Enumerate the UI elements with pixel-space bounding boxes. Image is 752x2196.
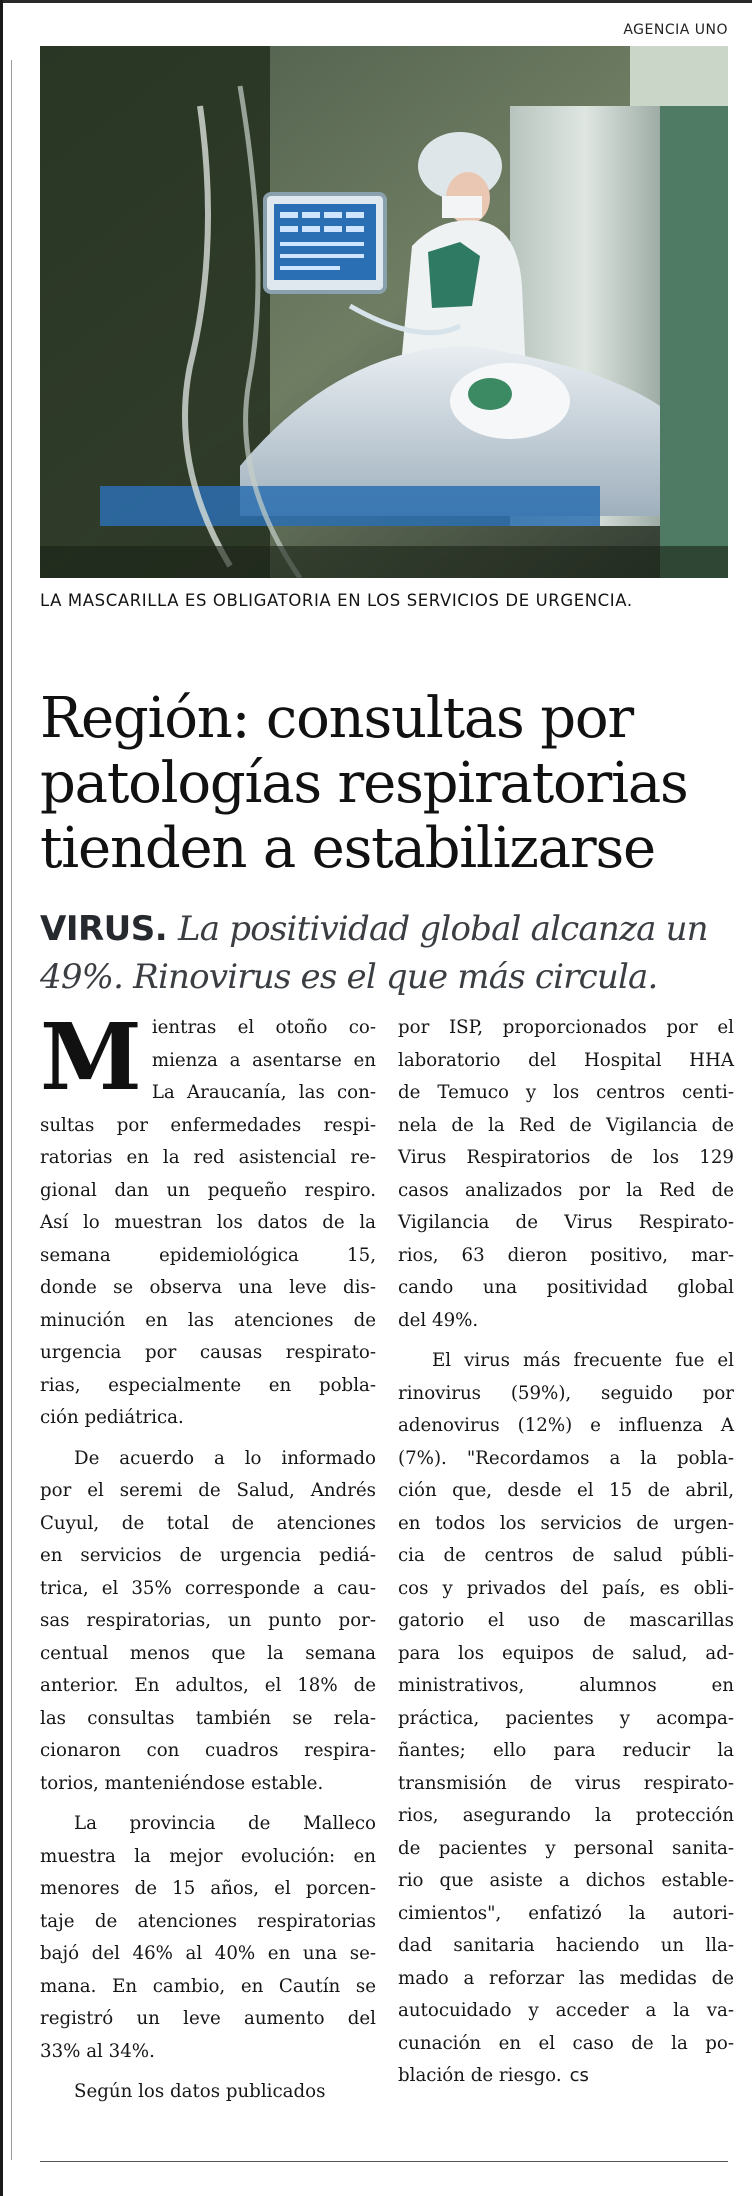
body-text-line: donde se observa una leve dis- [40, 1277, 376, 1298]
body-text-line [398, 1378, 734, 1411]
body-text-line [398, 1305, 734, 1338]
body-text-line [398, 1443, 734, 1476]
body-text-line: Así lo muestran los datos de la [40, 1212, 376, 1233]
deck-line: 49%. Rinovirus es el que más circula. [40, 957, 658, 997]
body-text-line: urgencia por causas respirato- [40, 1342, 376, 1363]
body-text-line: sas respiratorias, un punto por- [40, 1610, 376, 1631]
body-column-1 [40, 1003, 376, 2109]
body-text: por ISP, proporcionados por el [398, 1017, 734, 1038]
body-text: ción que, desde el 15 de abril, [398, 1480, 734, 1501]
body-text-line: Cuyul, de total de atenciones [40, 1512, 376, 1534]
body-text-line [398, 1768, 734, 1801]
body-text-line: minución en las atenciones de [40, 1309, 376, 1331]
body-text-line [398, 1272, 734, 1305]
body-text-line: torios, manteniéndose estable. [40, 1772, 324, 1794]
body-text: de Temuco y los centros centi- [398, 1082, 734, 1103]
body-text-line: sultas por enfermedades respi- [40, 1114, 376, 1136]
body-text: del 49%. [398, 1309, 479, 1331]
body-text-line [398, 1540, 734, 1573]
body-text-line [398, 2028, 734, 2061]
body-text-line: rias, especialmente en pobla- [40, 1374, 376, 1396]
body-text-line [398, 1110, 734, 1143]
body-text: Virus Respiratorios de los 129 [398, 1147, 734, 1168]
body-text-line: bajó del 46% al 40% en una se- [40, 1943, 376, 1964]
body-text-line: anterior. En adultos, el 18% de [40, 1675, 376, 1696]
body-text-line [398, 1142, 734, 1175]
body-text-line [398, 1508, 734, 1541]
body-text: Vigilancia de Virus Respirato- [398, 1212, 734, 1233]
body-text: en todos los servicios de urgen- [398, 1512, 734, 1534]
body-text: práctica, pacientes y acompa- [398, 1707, 734, 1729]
body-text: ministrativos, alumnos en [398, 1675, 734, 1696]
body-text-line [398, 1638, 734, 1671]
body-text-line [398, 2060, 734, 2093]
body-text-line [398, 1833, 734, 1866]
body-text-line: menores de 15 años, el porcen- [40, 1878, 376, 1899]
body-text-line: 33% al 34%. [40, 2040, 155, 2062]
body-text: adenovirus (12%) e influenza A [398, 1415, 734, 1436]
body-text-line: La Araucanía, las con- [151, 1082, 376, 1103]
body-text: casos analizados por la Red de [398, 1179, 734, 1201]
body-text: blación de riesgo. [398, 2065, 562, 2086]
deck-kicker: VIRUS. [40, 909, 168, 949]
body-text-line [398, 1240, 734, 1273]
body-text: ñantes; ello para reducir la [398, 1740, 734, 1761]
body-text-line: semana epidemiológica 15, [40, 1244, 376, 1266]
body-text: rio que asiste a dichos estable- [398, 1870, 734, 1891]
body-text-line: en servicios de urgencia pediá- [40, 1545, 376, 1566]
body-text-line: cionaron con cuadros respira- [40, 1740, 376, 1761]
body-text: para los equipos de salud, ad- [398, 1642, 734, 1664]
body-text-line [398, 1410, 734, 1443]
body-text-line: La provincia de Malleco [74, 1813, 376, 1834]
top-rule [0, 0, 752, 3]
drop-cap: M [40, 1003, 142, 1111]
body-text: cando una positividad global [398, 1277, 734, 1298]
body-text-line: las consultas también se rela- [40, 1707, 376, 1729]
body-text-line [398, 1175, 734, 1208]
body-text-line [398, 1207, 734, 1240]
body-text: rios, asegurando la protección [398, 1805, 734, 1826]
body-text-line [398, 1930, 734, 1963]
body-text-line: gional dan un pequeño respiro. [40, 1179, 376, 1201]
body-text: autocuidado y acceder a la va- [398, 2000, 734, 2021]
news-photo [40, 46, 728, 578]
body-text: dad sanitaria haciendo un lla- [398, 1935, 734, 1956]
body-text: (7%). "Recordamos a la pobla- [398, 1447, 734, 1469]
body-text: cia de centros de salud públi- [398, 1545, 734, 1566]
body-text-line [398, 1735, 734, 1768]
headline-line: patologías respiratorias [40, 750, 688, 816]
column-gutter-rule [11, 60, 12, 2160]
body-text-line [398, 1573, 734, 1606]
body-text-line [398, 1670, 734, 1703]
body-text-line [398, 1865, 734, 1898]
deck-line [40, 905, 730, 953]
body-text: de pacientes y personal sanita- [398, 1837, 734, 1859]
body-text: cos y privados del país, es obli- [398, 1577, 734, 1599]
body-text: rinovirus (59%), seguido por [398, 1382, 734, 1404]
body-text-line [398, 1605, 734, 1638]
body-text: El virus más frecuente fue el [432, 1350, 734, 1371]
photo-illustration [40, 46, 728, 578]
body-text: transmisión de virus respirato- [398, 1772, 734, 1794]
photo-caption: LA MASCARILLA ES OBLIGATORIA EN LOS SERVICIOS DE URGENCIA. [40, 591, 633, 610]
page-edge-rule [0, 0, 3, 2196]
body-text-line: ratorias en la red asistencial re- [40, 1147, 376, 1168]
body-text-line [398, 1800, 734, 1833]
bottom-rule [40, 2161, 728, 2162]
body-text-line: De acuerdo a lo informado [74, 1447, 376, 1469]
end-of-article-icon: cs [569, 2065, 589, 2086]
body-text-line [398, 1475, 734, 1508]
body-text-line: Según los datos publicados [74, 2081, 326, 2102]
body-text: mado a reforzar las medidas de [398, 1967, 734, 1989]
body-text-line: muestra la mejor evolución: en [40, 1845, 376, 1867]
body-text-line [398, 1345, 734, 1378]
body-text-line [398, 1995, 734, 2028]
body-text-line [398, 1012, 734, 1045]
body-text-line [398, 1045, 734, 1078]
body-text-line [398, 1898, 734, 1931]
body-text: gatorio el uso de mascarillas [398, 1610, 734, 1631]
body-text-line [398, 1703, 734, 1736]
body-text-line: centual menos que la semana [40, 1642, 376, 1664]
body-text: rios, 63 dieron positivo, mar- [398, 1244, 734, 1266]
body-text-line: ientras el otoño co- [151, 1017, 376, 1038]
body-text-line: por el seremi de Salud, Andrés [40, 1480, 376, 1501]
deck [40, 905, 730, 1001]
headline-line: tienden a estabilizarse [40, 815, 655, 881]
body-text-line: mana. En cambio, en Cautín se [40, 1975, 376, 1997]
body-text-line [398, 1077, 734, 1110]
body-text-line: registró un leve aumento del [40, 2008, 376, 2029]
body-text-line: ción pediátrica. [40, 1407, 184, 1428]
body-text-line: trica, el 35% corresponde a cau- [40, 1577, 376, 1599]
body-text-line: mienza a asentarse en [151, 1049, 376, 1071]
deck-text: La positividad global alcanza un [177, 909, 708, 949]
photo-credit: AGENCIA UNO [623, 22, 728, 38]
body-text-line: taje de atenciones respiratorias [40, 1910, 376, 1932]
body-text: cunación en el caso de la po- [398, 2032, 734, 2054]
headline [40, 686, 730, 881]
body-column-2 [398, 1012, 734, 2093]
dropcap-paragraph-start [40, 1003, 376, 1111]
body-text: cimientos", enfatizó la autori- [398, 1902, 734, 1924]
body-text-line [398, 1963, 734, 1996]
body-text: laboratorio del Hospital HHA [398, 1049, 734, 1071]
body-text: nela de la Red de Vigilancia de [398, 1114, 734, 1136]
headline-line: Región: consultas por [40, 685, 633, 751]
